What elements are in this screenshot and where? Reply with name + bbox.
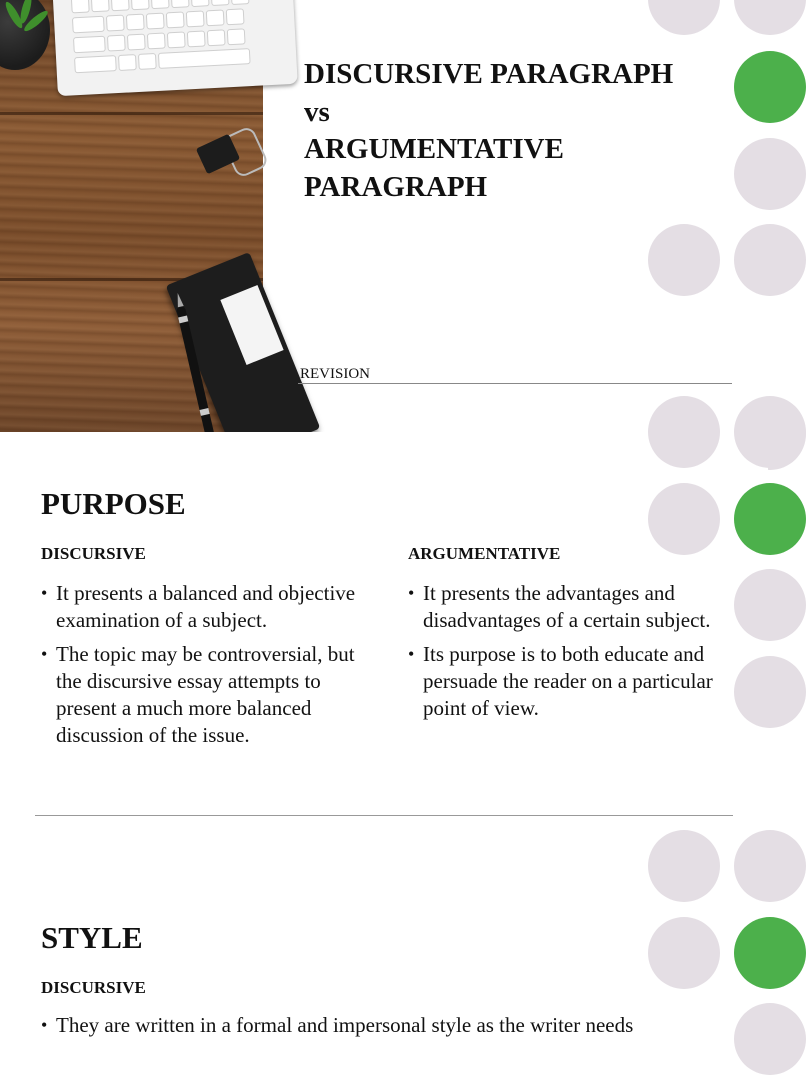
- decorative-circle: [734, 138, 806, 210]
- discursive-label: DISCURSIVE: [41, 978, 146, 997]
- decorative-circle: [648, 483, 720, 555]
- discursive-label: DISCURSIVE: [41, 544, 146, 563]
- desk-photo: [0, 0, 263, 432]
- slide-title: [304, 56, 724, 206]
- purpose-slide: [0, 432, 768, 866]
- bullet-item: • The topic may be controversial, but the discursive essay attempts to present a much more balanced discussion of the issue.: [41, 641, 361, 749]
- decorative-circle: [648, 917, 720, 989]
- divider: [35, 815, 733, 816]
- wood-plank-gap: [0, 112, 263, 115]
- title-line: DISCURSIVE PARAGRAPH: [304, 58, 674, 90]
- title-slide: [0, 0, 768, 432]
- decorative-circle: [648, 830, 720, 902]
- decorative-circle: [734, 569, 806, 641]
- decorative-circle: [734, 830, 806, 902]
- discursive-bullet-list: [41, 1012, 731, 1046]
- decorative-circle: [648, 396, 720, 468]
- bullet-item: • They are written in a formal and impersonal style as the writer needs: [41, 1012, 731, 1039]
- decorative-circle-green: [734, 51, 806, 123]
- bullet-item: • It presents a balanced and objective examination of a subject.: [41, 580, 361, 634]
- argumentative-label: ARGUMENTATIVE: [408, 544, 561, 563]
- keyboard-image: [52, 0, 297, 96]
- title-line: PARAGRAPH: [304, 170, 488, 203]
- decorative-circle: [734, 656, 806, 728]
- argumentative-bullet-list: [408, 580, 738, 729]
- title-line: vs: [304, 95, 330, 128]
- bullet-item: • It presents the advantages and disadvantages of a certain subject.: [408, 580, 738, 634]
- decorative-circle-green: [734, 917, 806, 989]
- decorative-circle: [734, 396, 806, 468]
- decorative-circle: [648, 0, 720, 35]
- slide-subtitle: REVISION: [300, 366, 370, 382]
- decorative-circle: [648, 224, 720, 296]
- title-line: ARGUMENTATIVE: [304, 133, 564, 165]
- bullet-item: • Its purpose is to both educate and persuade the reader on a particular point of view.: [408, 641, 738, 722]
- subtitle-underline: [298, 383, 732, 384]
- decorative-circle-green: [734, 483, 806, 555]
- section-heading: STYLE: [41, 920, 143, 955]
- decorative-circle: [734, 1003, 806, 1075]
- section-heading: PURPOSE: [41, 486, 186, 521]
- style-slide: [0, 866, 768, 1037]
- decorative-circle: [734, 0, 806, 35]
- discursive-bullet-list: [41, 580, 361, 756]
- decorative-circle: [734, 224, 806, 296]
